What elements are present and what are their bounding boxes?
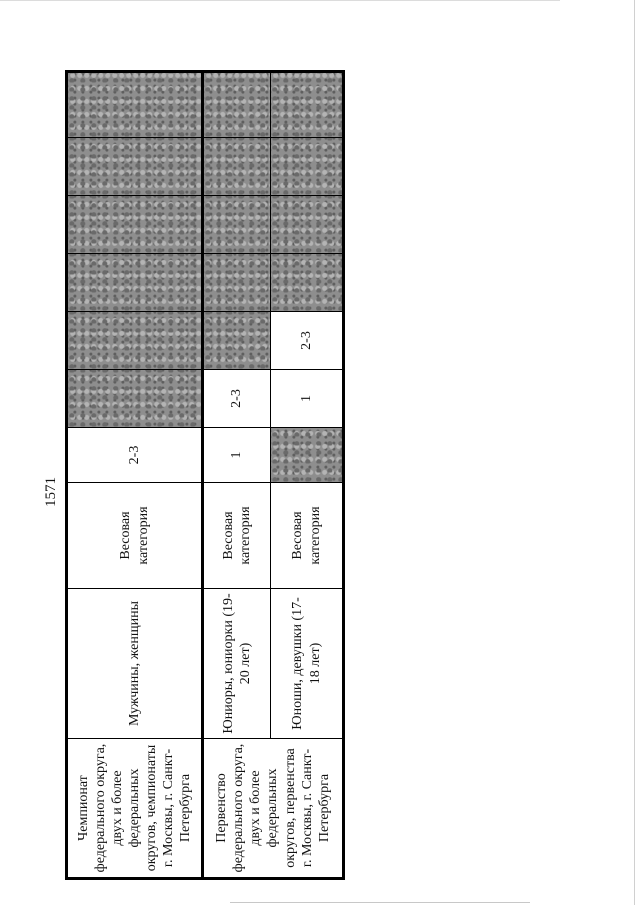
rotated-content [43,73,342,880]
place-cell: 1 [203,428,271,483]
shaded-cell [67,312,203,370]
table-row [67,72,203,879]
page-bottom-edge [230,902,530,903]
shaded-cell [67,138,203,196]
shaded-cell [67,72,203,138]
shaded-cell [271,254,344,312]
page-top-edge [0,0,560,1]
place-cell: 1 [271,370,344,428]
page-right-edge [634,0,635,905]
shaded-cell [67,370,203,428]
shaded-cell [203,312,271,370]
competition-cell: Чемпионат федерального округа, двух и более федеральных округов, чемпионаты г. Москвы, г. Санкт-Петербурга [67,739,203,879]
shaded-cell [271,428,344,483]
discipline-cell: Весовая категория [203,483,271,589]
place-cell: 2-3 [67,428,203,483]
ranking-table [65,70,345,880]
shaded-cell [271,196,344,254]
shaded-cell [203,72,271,138]
shaded-cell [271,72,344,138]
participants-cell: Юниоры, юниорки (19-20 лет) [203,589,271,739]
shaded-cell [203,196,271,254]
participants-cell: Мужчины, женщины [67,589,203,739]
competition-cell: Первенство федерального округа, двух и более федеральных округов, первенства г. Москвы, г. Санкт-Петербурга [203,739,344,879]
discipline-cell: Весовая категория [271,483,344,589]
shaded-cell [203,138,271,196]
discipline-cell: Весовая категория [67,483,203,589]
place-cell: 2-3 [203,370,271,428]
place-cell: 2-3 [271,312,344,370]
shaded-cell [271,138,344,196]
shaded-cell [67,254,203,312]
participants-cell: Юноши, девушки (17-18 лет) [271,589,344,739]
rotated-sheet [43,73,342,880]
shaded-cell [67,196,203,254]
shaded-cell [203,254,271,312]
table-row [203,72,271,879]
page-number: 1571 [43,477,59,507]
